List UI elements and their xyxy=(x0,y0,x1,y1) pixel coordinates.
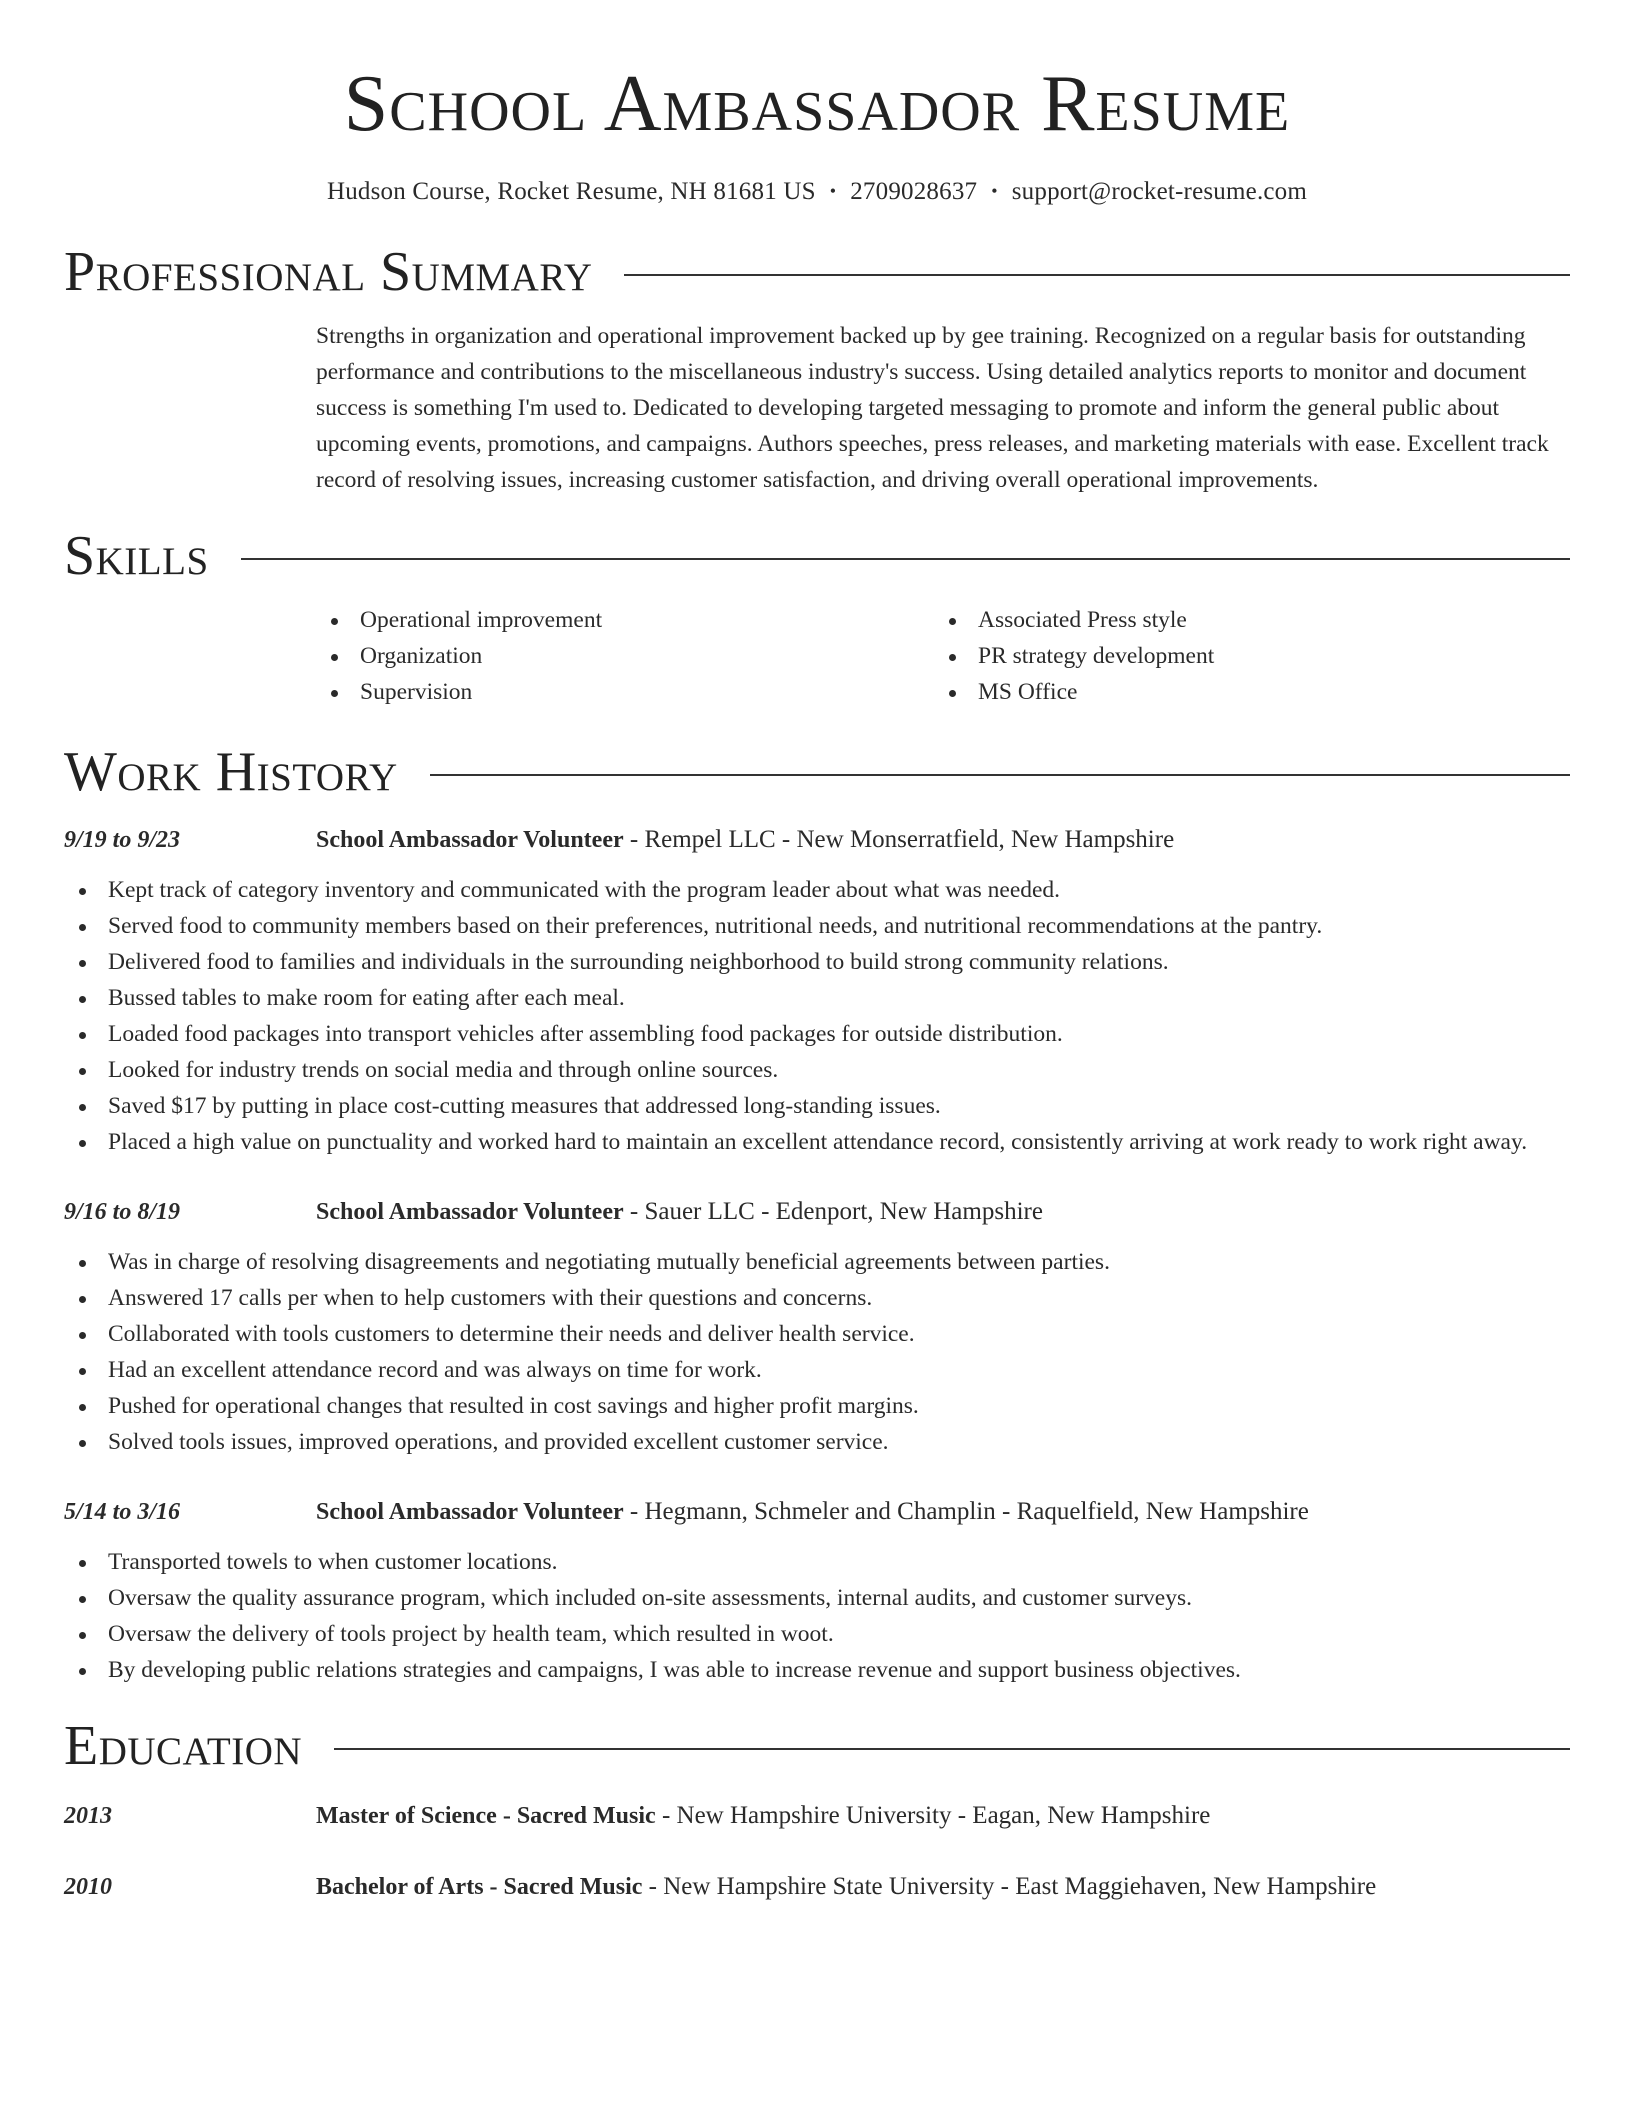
job-dates: 5/14 to 3/16 xyxy=(64,1499,181,1525)
duty-item: Kept track of category inventory and communicated with the program leader about what was needed. xyxy=(64,872,1570,908)
summary-text: Strengths in organization and operational improvement backed up by gee training. Recognized on a regular basis for outstanding performance and contributions to the miscellaneous industry's success. Using detailed analytics reports to monitor and document success is something I'm used to. Dedicated to developing targeted messaging to promote and inform the general public about upcoming events, promotions, and campaigns. Authors speeches, press releases, and marketing materials with ease. Excellent track record of resolving issues, increasing customer satisfaction, and driving overall operational improvements. xyxy=(316,323,1549,493)
contact-line xyxy=(64,178,1570,206)
job-employer: - Sauer LLC - Edenport, New Hampshire xyxy=(623,1198,1043,1225)
resume-title: School Ambassador Resume xyxy=(343,60,1291,148)
duty-item: Transported towels to when customer locations. xyxy=(64,1544,1570,1580)
work-heading: Work History xyxy=(64,741,398,803)
skill-item: Supervision xyxy=(316,674,934,710)
duty-item: Served food to community members based on their preferences, nutritional needs, and nutritional recommendations at the pantry. xyxy=(64,908,1570,944)
skill-item: PR strategy development xyxy=(934,638,1552,674)
job-header xyxy=(64,822,1570,858)
job-employer: - Rempel LLC - New Monserratfield, New Hampshire xyxy=(623,826,1175,853)
contact-phone: 2709028637 xyxy=(850,178,978,205)
duty-item: Oversaw the quality assurance program, which included on-site assessments, internal audits, and customer surveys. xyxy=(64,1580,1570,1616)
education-year: 2010 xyxy=(64,1874,112,1900)
skills-list xyxy=(316,602,1570,710)
contact-separator: • xyxy=(991,181,998,201)
skill-item: Operational improvement xyxy=(316,602,934,638)
skill-item: MS Office xyxy=(934,674,1552,710)
duty-item: Had an excellent attendance record and was always on time for work. xyxy=(64,1352,1570,1388)
section-divider xyxy=(624,274,1570,276)
job-duties xyxy=(64,1244,1570,1460)
job-title: School Ambassador Volunteer xyxy=(316,1199,624,1225)
duty-item: Placed a high value on punctuality and worked hard to maintain an excellent attendance record, consistently arriving at work ready to work right away. xyxy=(64,1124,1570,1160)
job-duties xyxy=(64,1544,1570,1688)
skill-item: Associated Press style xyxy=(934,602,1552,638)
duty-item: Loaded food packages into transport vehicles after assembling food packages for outside distribution. xyxy=(64,1016,1570,1052)
education-year: 2013 xyxy=(64,1803,112,1829)
section-divider xyxy=(334,1748,1570,1750)
education-entry xyxy=(64,1798,1570,1834)
skill-item: Organization xyxy=(316,638,934,674)
job-header xyxy=(64,1494,1570,1530)
skills-column-left xyxy=(316,602,934,710)
skills-section-header xyxy=(64,524,1570,588)
education-degree: Master of Science - Sacred Music xyxy=(316,1803,656,1829)
duty-item: Oversaw the delivery of tools project by health team, which resulted in woot. xyxy=(64,1616,1570,1652)
job-entry xyxy=(64,1494,1570,1688)
contact-separator: • xyxy=(829,181,837,201)
duty-item: By developing public relations strategies and campaigns, I was able to increase revenue and support business objectives. xyxy=(64,1652,1570,1688)
education-degree: Bachelor of Arts - Sacred Music xyxy=(316,1874,643,1900)
duty-item: Looked for industry trends on social media and through online sources. xyxy=(64,1052,1570,1088)
job-entry xyxy=(64,1194,1570,1460)
job-duties xyxy=(64,872,1570,1160)
skills-column-right xyxy=(934,602,1552,710)
job-dates: 9/19 to 9/23 xyxy=(64,827,181,853)
duty-item: Collaborated with tools customers to determine their needs and deliver health service. xyxy=(64,1316,1570,1352)
duty-item: Bussed tables to make room for eating after each meal. xyxy=(64,980,1570,1016)
education-school: - New Hampshire State University - East Maggiehaven, New Hampshire xyxy=(642,1873,1377,1900)
summary-section-header xyxy=(64,240,1570,304)
duty-item: Was in charge of resolving disagreements and negotiating mutually beneficial agreements between parties. xyxy=(64,1244,1570,1280)
education-section-header xyxy=(64,1714,1570,1778)
job-employer: - Hegmann, Schmeler and Champlin - Raquelfield, New Hampshire xyxy=(623,1498,1309,1525)
duty-item: Answered 17 calls per when to help customers with their questions and concerns. xyxy=(64,1280,1570,1316)
job-dates: 9/16 to 8/19 xyxy=(64,1199,181,1225)
section-divider xyxy=(241,558,1570,560)
education-school: - New Hampshire University - Eagan, New Hampshire xyxy=(655,1802,1211,1829)
resume-page xyxy=(64,0,1570,1905)
job-title: School Ambassador Volunteer xyxy=(316,1499,624,1525)
duty-item: Saved $17 by putting in place cost-cutting measures that addressed long-standing issues. xyxy=(64,1088,1570,1124)
summary-heading: Professional Summary xyxy=(64,241,593,303)
section-divider xyxy=(430,774,1570,776)
education-heading: Education xyxy=(64,1715,303,1777)
work-section-header xyxy=(64,740,1570,804)
duty-item: Pushed for operational changes that resulted in cost savings and higher profit margins. xyxy=(64,1388,1570,1424)
contact-email[interactable]: support@rocket-resume.com xyxy=(1011,178,1308,205)
skills-heading: Skills xyxy=(64,525,209,587)
duty-item: Solved tools issues, improved operations, and provided excellent customer service. xyxy=(64,1424,1570,1460)
education-entry xyxy=(64,1869,1570,1905)
contact-address: Hudson Course, Rocket Resume, NH 81681 US xyxy=(326,178,816,205)
job-header xyxy=(64,1194,1570,1230)
duty-item: Delivered food to families and individuals in the surrounding neighborhood to build strong community relations. xyxy=(64,944,1570,980)
job-entry xyxy=(64,822,1570,1160)
job-title: School Ambassador Volunteer xyxy=(316,827,624,853)
